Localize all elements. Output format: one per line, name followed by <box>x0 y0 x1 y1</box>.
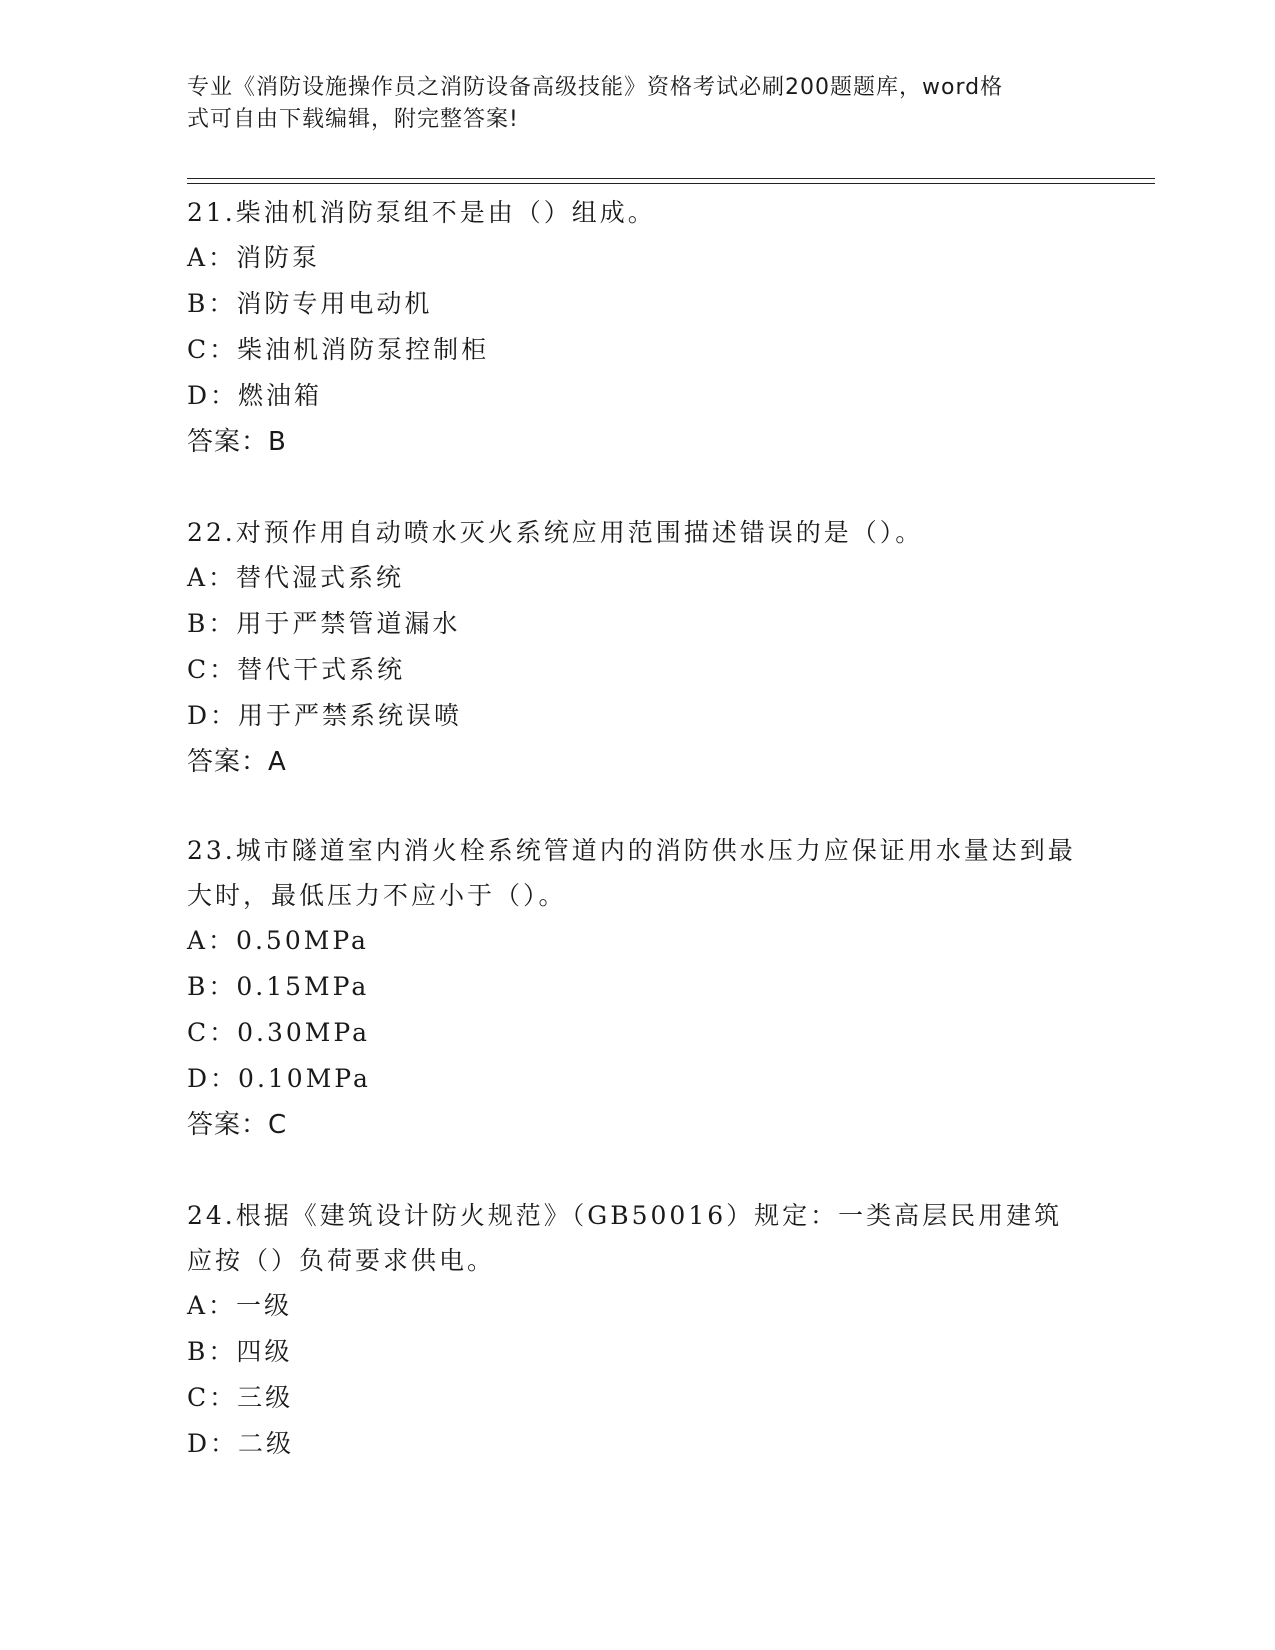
header-divider-top <box>187 178 1155 179</box>
question-text: 22.对预作用自动喷水灭火系统应用范围描述错误的是（）。 <box>187 518 924 547</box>
option-b: B：消防专用电动机 <box>187 289 433 318</box>
answer: 答案：B <box>187 427 287 457</box>
question-text: 24.根据《建筑设计防火规范》（GB50016）规定：一类高层民用建筑应按（）负荷要求供电。 <box>187 1201 1063 1275</box>
option-d: D：0.10MPa <box>187 1064 371 1093</box>
question-22 <box>187 510 1087 785</box>
option-a: A：消防泵 <box>187 243 321 272</box>
option-a: A：0.50MPa <box>187 926 369 955</box>
question-23 <box>187 828 1087 1148</box>
header-line-2: 式可自由下载编辑，附完整答案! <box>187 107 519 132</box>
document-header <box>187 72 1067 136</box>
option-c: C：替代干式系统 <box>187 655 406 684</box>
option-a: A：一级 <box>187 1291 293 1320</box>
option-d: D：燃油箱 <box>187 381 323 410</box>
question-text: 23.城市隧道室内消火栓系统管道内的消防供水压力应保证用水量达到最大时，最低压力不应小于（）。 <box>187 836 1076 910</box>
option-d: D：用于严禁系统误喷 <box>187 701 463 730</box>
option-b: B：0.15MPa <box>187 972 370 1001</box>
question-21 <box>187 190 1087 465</box>
answer: 答案：A <box>187 747 287 777</box>
header-line-1: 专业《消防设施操作员之消防设备高级技能》资格考试必刷200题题库，word格 <box>187 75 1004 100</box>
option-b: B：四级 <box>187 1337 293 1366</box>
answer: 答案：C <box>187 1110 288 1140</box>
option-d: D：二级 <box>187 1429 295 1458</box>
option-c: C：柴油机消防泵控制柜 <box>187 335 490 364</box>
question-24 <box>187 1193 1087 1467</box>
option-b: B：用于严禁管道漏水 <box>187 609 461 638</box>
option-a: A：替代湿式系统 <box>187 563 405 592</box>
option-c: C：三级 <box>187 1383 294 1412</box>
question-text: 21.柴油机消防泵组不是由（）组成。 <box>187 198 656 227</box>
option-c: C：0.30MPa <box>187 1018 370 1047</box>
header-divider-bottom <box>187 183 1155 184</box>
